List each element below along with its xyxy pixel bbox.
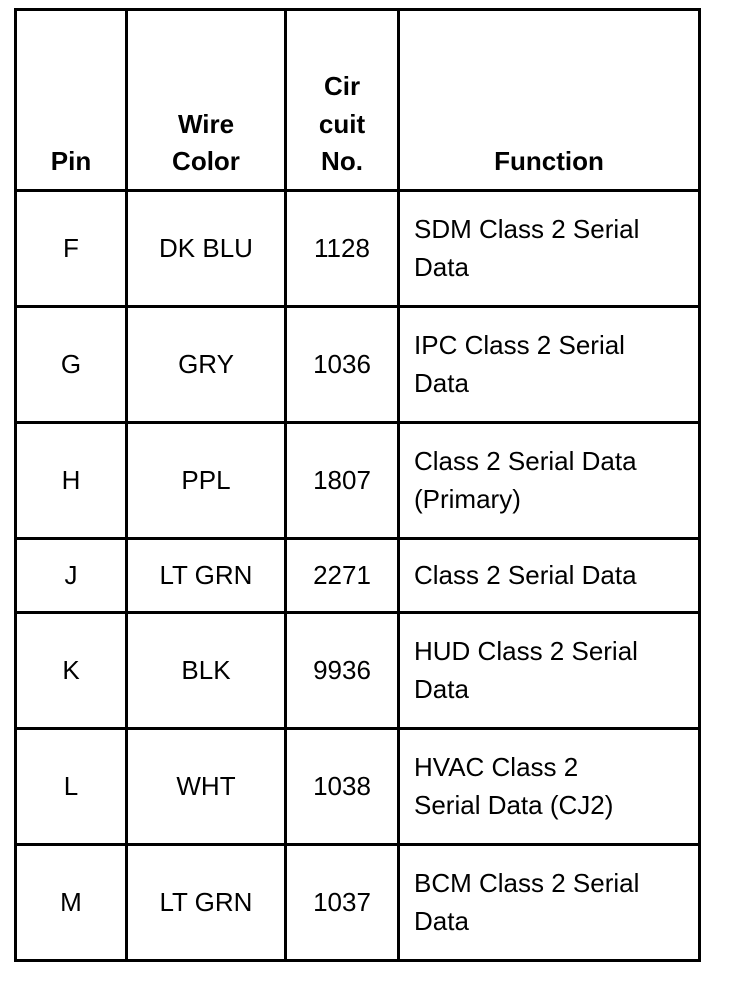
header-wire-color: Wire Color	[127, 10, 286, 191]
pin-cell: F	[16, 191, 127, 307]
circuit-cell: 9936	[286, 613, 399, 729]
pin-cell: M	[16, 845, 127, 961]
header-pin: Pin	[16, 10, 127, 191]
wire-color-cell: BLK	[127, 613, 286, 729]
circuit-cell: 1128	[286, 191, 399, 307]
wire-color-cell: GRY	[127, 307, 286, 423]
wire-color-cell: DK BLU	[127, 191, 286, 307]
pin-cell: K	[16, 613, 127, 729]
pin-cell: G	[16, 307, 127, 423]
function-cell: HVAC Class 2 Serial Data (CJ2)	[399, 729, 700, 845]
table-row	[16, 307, 700, 423]
table-row	[16, 423, 700, 539]
table-row	[16, 191, 700, 307]
wire-color-cell: WHT	[127, 729, 286, 845]
pin-cell: H	[16, 423, 127, 539]
table-header-row	[16, 10, 700, 191]
header-function: Function	[399, 10, 700, 191]
pin-cell: J	[16, 539, 127, 613]
table-row	[16, 845, 700, 961]
pin-cell: L	[16, 729, 127, 845]
circuit-cell: 1038	[286, 729, 399, 845]
circuit-cell: 1036	[286, 307, 399, 423]
function-cell: BCM Class 2 Serial Data	[399, 845, 700, 961]
function-cell: Class 2 Serial Data	[399, 539, 700, 613]
connector-pinout-table	[14, 8, 701, 962]
wire-color-cell: LT GRN	[127, 539, 286, 613]
function-cell: SDM Class 2 Serial Data	[399, 191, 700, 307]
header-circuit-no: Cir cuit No.	[286, 10, 399, 191]
circuit-cell: 2271	[286, 539, 399, 613]
table-row	[16, 613, 700, 729]
circuit-cell: 1807	[286, 423, 399, 539]
function-cell: HUD Class 2 Serial Data	[399, 613, 700, 729]
function-cell: IPC Class 2 Serial Data	[399, 307, 700, 423]
circuit-cell: 1037	[286, 845, 399, 961]
wire-color-cell: PPL	[127, 423, 286, 539]
wire-color-cell: LT GRN	[127, 845, 286, 961]
function-cell: Class 2 Serial Data (Primary)	[399, 423, 700, 539]
table-row	[16, 729, 700, 845]
table-row	[16, 539, 700, 613]
